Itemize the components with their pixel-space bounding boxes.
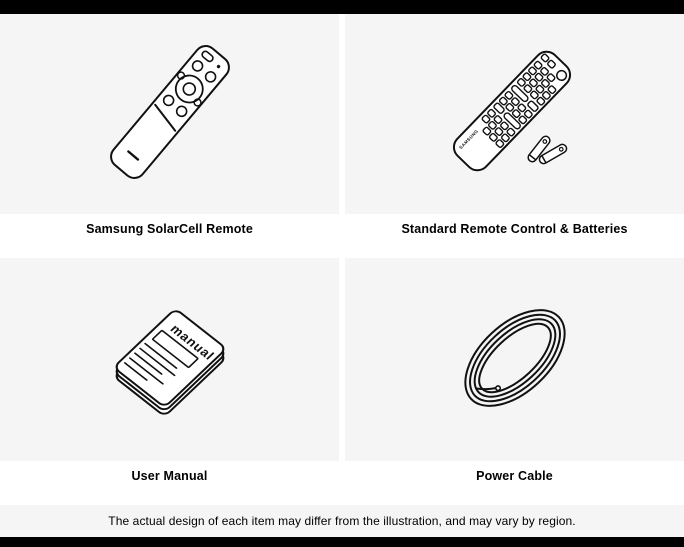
accessory-cell-standard-remote <box>345 14 684 258</box>
disclaimer-band <box>0 505 684 537</box>
disclaimer-text: The actual design of each item may differ from the illustration, and may vary by region. <box>108 514 576 528</box>
accessory-cell-power-cable <box>345 258 684 505</box>
accessory-label-standard-remote: Standard Remote Control & Batteries <box>401 222 628 236</box>
solarcell-remote-illustration <box>0 14 339 214</box>
remote-body <box>107 42 234 183</box>
accessory-cell-solarcell-remote <box>0 14 339 258</box>
accessory-label-solarcell-remote: Samsung SolarCell Remote <box>86 222 253 236</box>
letterbox-bottom <box>0 537 684 547</box>
standard-remote-batteries-illustration <box>345 14 684 214</box>
power-cable-illustration <box>345 258 684 461</box>
manual-cover-text: manual <box>167 321 218 363</box>
accessory-panel-solarcell-remote <box>0 14 339 214</box>
manual-cover <box>114 309 227 408</box>
accessory-cell-user-manual <box>0 258 339 505</box>
accessories-row-2 <box>0 258 684 505</box>
cable-coil <box>448 292 582 424</box>
accessory-label-user-manual: User Manual <box>131 469 208 483</box>
accessory-label-power-cable: Power Cable <box>476 469 553 483</box>
user-manual-illustration <box>0 258 339 461</box>
accessory-panel-standard-remote <box>345 14 684 214</box>
accessories-row-1 <box>0 14 684 258</box>
brand-text: SAMSUNG <box>458 128 480 151</box>
accessory-panel-user-manual <box>0 258 339 461</box>
accessory-panel-power-cable <box>345 258 684 461</box>
letterbox-top <box>0 0 684 14</box>
